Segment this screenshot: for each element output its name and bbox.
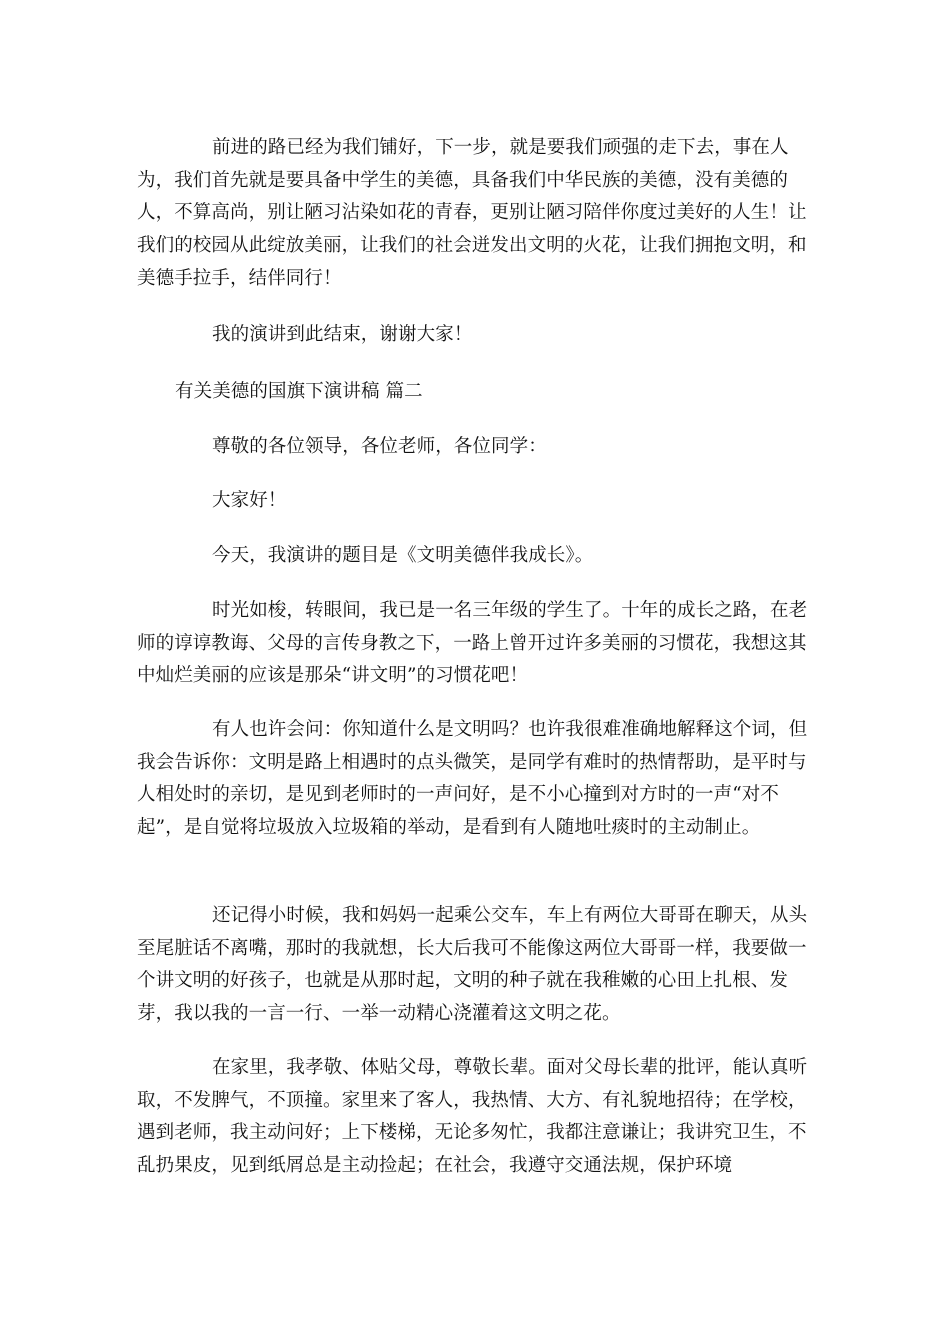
paragraph-childhood-memory: 还记得小时候，我和妈妈一起乘公交车，车上有两位大哥哥在聊天，从头至尾脏话不离嘴，那时的我就想，长大后我可不能像这两位大哥哥一样，我要做一个讲文明的好孩子，也就是从那时起，文明的种子就在我稚嫩的心田上扎根、发芽，我以我的一言一行、一举一动精心浇灌着这文明之花。 — [137, 905, 808, 1025]
paragraph-salutation: 尊敬的各位领导，各位老师，各位同学： — [212, 436, 547, 457]
section-heading: 有关美德的国旗下演讲稿 篇二 — [175, 381, 423, 402]
paragraph-closing-appeal: 前进的路已经为我们铺好，下一步，就是要我们顽强的走下去，事在人为，我们首先就是要具备中学生的美德，具备我们中华民族的美德，没有美德的人，不算高尚，别让陋习沾染如花的青春，更别让陋习陪伴你度过美好的人生！让我们的校园从此绽放美丽，让我们的社会迸发出文明的火花，让我们拥抱文明，和美德手拉手，结伴同行！ — [137, 137, 807, 289]
paragraph-growing-up: 时光如梭，转眼间，我已是一名三年级的学生了。十年的成长之路，在老师的谆谆教诲、父母的言传身教之下，一路上曾开过许多美丽的习惯花，我想这其中灿烂美丽的应该是那朵“讲文明”的习惯花吧！ — [137, 600, 808, 687]
paragraph-greeting: 大家好！ — [212, 490, 287, 511]
paragraph-speech-end: 我的演讲到此结束，谢谢大家！ — [212, 324, 473, 345]
paragraph-daily-conduct: 在家里，我孝敬、体贴父母，尊敬长辈。面对父母长辈的批评，能认真听取，不发脾气，不顶撞。家里来了客人，我热情、大方、有礼貌地招待；在学校，遇到老师，我主动问好；上下楼梯，无论多匆忙，我都注意谦让；我讲究卫生，不乱扔果皮，见到纸屑总是主动捡起；在社会，我遵守交通法规，保护环境 — [137, 1057, 808, 1177]
paragraph-what-is-civility: 有人也许会问：你知道什么是文明吗？也许我很难准确地解释这个词，但我会告诉你：文明是路上相遇时的点头微笑，是同学有难时的热情帮助，是平时与人相处时的亲切，是见到老师时的一声问好，是不小心撞到对方时的一声“对不起”，是自觉将垃圾放入垃圾箱的举动，是看到有人随地吐痰时的主动制止。 — [137, 719, 808, 839]
paragraph-speech-title: 今天，我演讲的题目是《文明美德伴我成长》。 — [212, 545, 594, 566]
